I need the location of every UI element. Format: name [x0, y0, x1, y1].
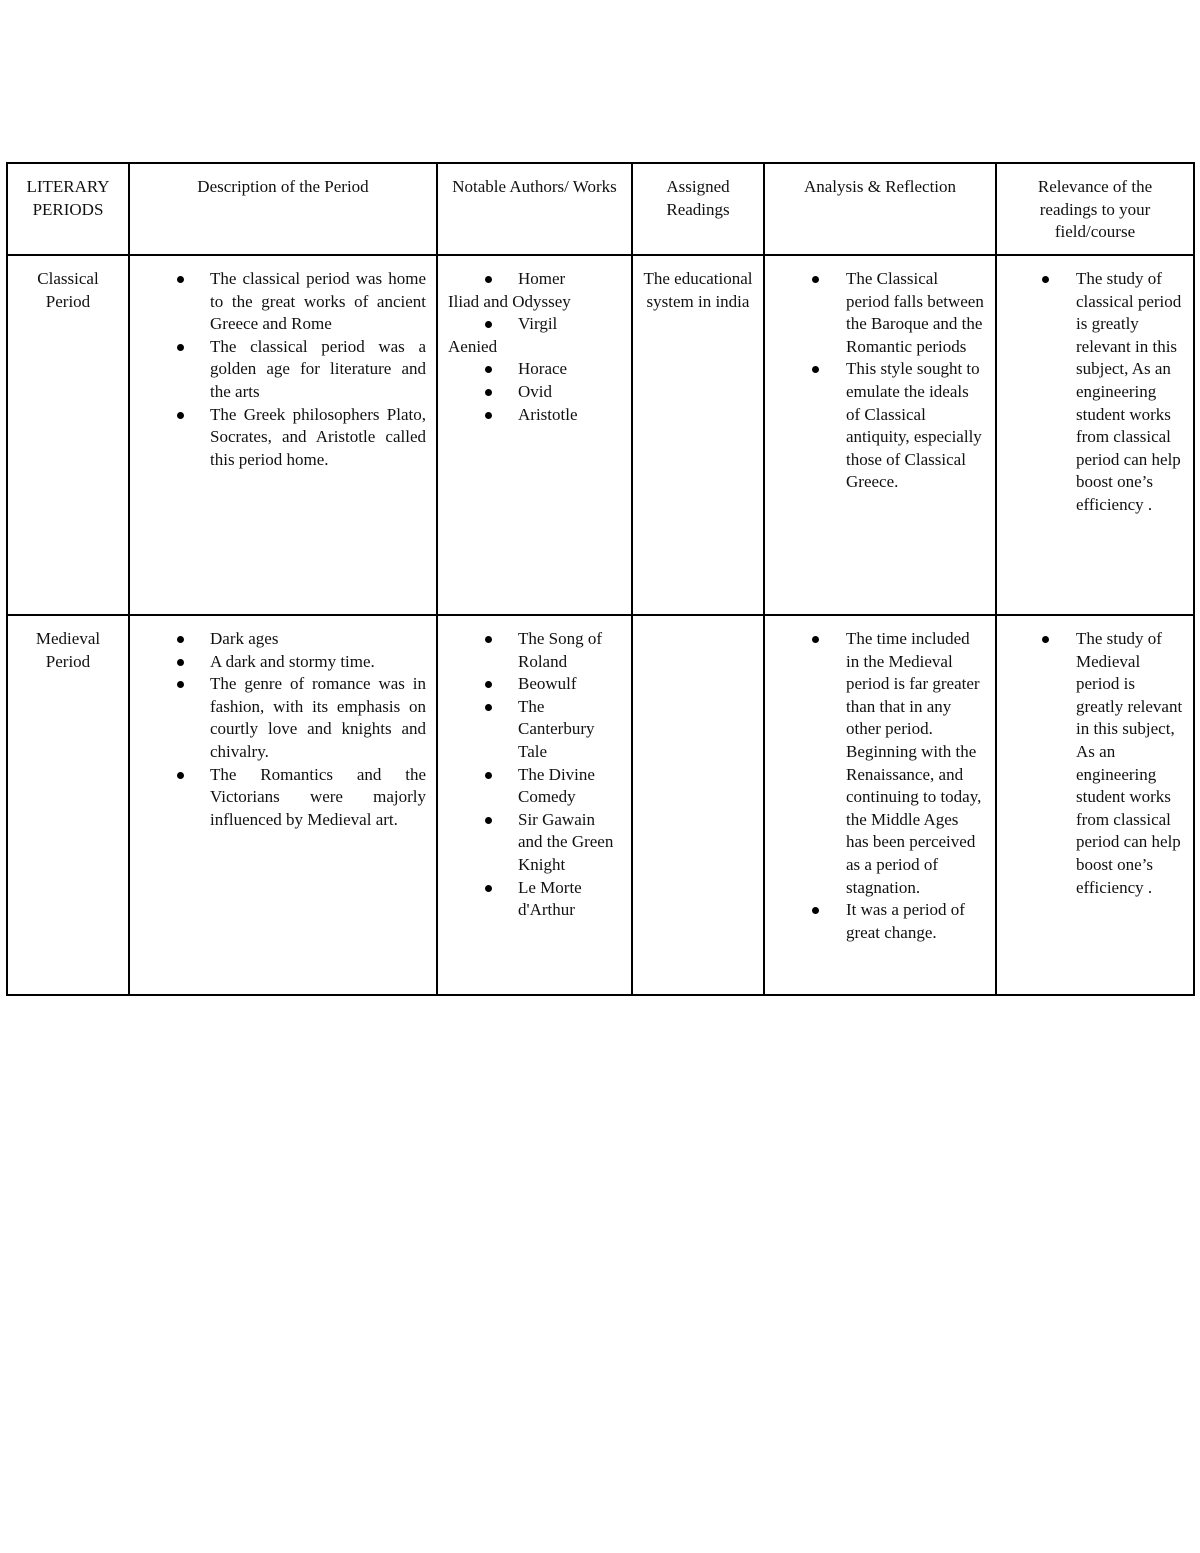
readings-cell-classical: The educational system in india — [632, 255, 764, 615]
list-item: The Divine Comedy — [448, 764, 621, 809]
authors-cell-medieval — [437, 615, 632, 995]
table-header-row — [7, 163, 1194, 255]
relevance-cell-classical — [996, 255, 1194, 615]
literary-periods-table — [6, 162, 1195, 996]
analysis-cell-medieval — [764, 615, 996, 995]
list-item: The classical period was home to the great works of ancient Greece and Rome — [140, 268, 426, 336]
list-item: Sir Gawain and the Green Knight — [448, 809, 621, 877]
list-item: The study of Medieval period is greatly relevant in this subject, As an engineering student works from classical period can help boost one’s efficiency . — [1007, 628, 1183, 899]
works-line: Iliad and Odyssey — [448, 291, 571, 311]
works-line: Aenied — [448, 336, 498, 356]
authors-cell-classical — [437, 255, 632, 615]
list-item: Ovid — [448, 381, 621, 404]
list-item: This style sought to emulate the ideals of Classical antiquity, especially those of Classical Greece. — [775, 358, 985, 494]
period-name-classical: Classical Period — [7, 255, 129, 615]
list-item: Beowulf — [448, 673, 621, 696]
period-name-medieval: Medieval Period — [7, 615, 129, 995]
list-item: The Song of Roland — [448, 628, 621, 673]
list-item: The Classical period falls between the Baroque and the Romantic periods — [775, 268, 985, 358]
list-item: Virgil — [448, 313, 621, 336]
header-notable-authors: Notable Authors/ Works — [437, 163, 632, 255]
list-item: Le Morte d'Arthur — [448, 877, 621, 922]
list-item: It was a period of great change. — [775, 899, 985, 944]
list-item: The Greek philosophers Plato, Socrates, and Aristotle called this period home. — [140, 404, 426, 472]
list-item: A dark and stormy time. — [140, 651, 426, 674]
header-analysis-reflection: Analysis & Reflection — [764, 163, 996, 255]
table-row-medieval — [7, 615, 1194, 995]
list-item: Horace — [448, 358, 621, 381]
list-item: Homer — [448, 268, 621, 291]
header-literary-periods: LITERARY PERIODS — [7, 163, 129, 255]
list-item: The study of classical period is greatly relevant in this subject, As an engineering student works from classical period can help boost one’s efficiency . — [1007, 268, 1183, 517]
relevance-cell-medieval — [996, 615, 1194, 995]
list-item: Aristotle — [448, 404, 621, 427]
header-assigned-readings: Assigned Readings — [632, 163, 764, 255]
readings-cell-medieval — [632, 615, 764, 995]
list-item: The Canterbury Tale — [448, 696, 621, 764]
table-row-classical — [7, 255, 1194, 615]
list-item: The classical period was a golden age for literature and the arts — [140, 336, 426, 404]
list-item: The genre of romance was in fashion, with its emphasis on courtly love and knights and chivalry. — [140, 673, 426, 763]
analysis-cell-classical — [764, 255, 996, 615]
header-description: Description of the Period — [129, 163, 437, 255]
list-item: Dark ages — [140, 628, 426, 651]
description-cell-classical — [129, 255, 437, 615]
list-item: The time included in the Medieval period is far greater than that in any other period. Beginning with the Renaissance, and continuing to today, the Middle Ages has been perceived as a period of stagnation. — [775, 628, 985, 899]
header-relevance: Relevance of the readings to your field/course — [996, 163, 1194, 255]
description-cell-medieval — [129, 615, 437, 995]
list-item: The Romantics and the Victorians were majorly influenced by Medieval art. — [140, 764, 426, 832]
